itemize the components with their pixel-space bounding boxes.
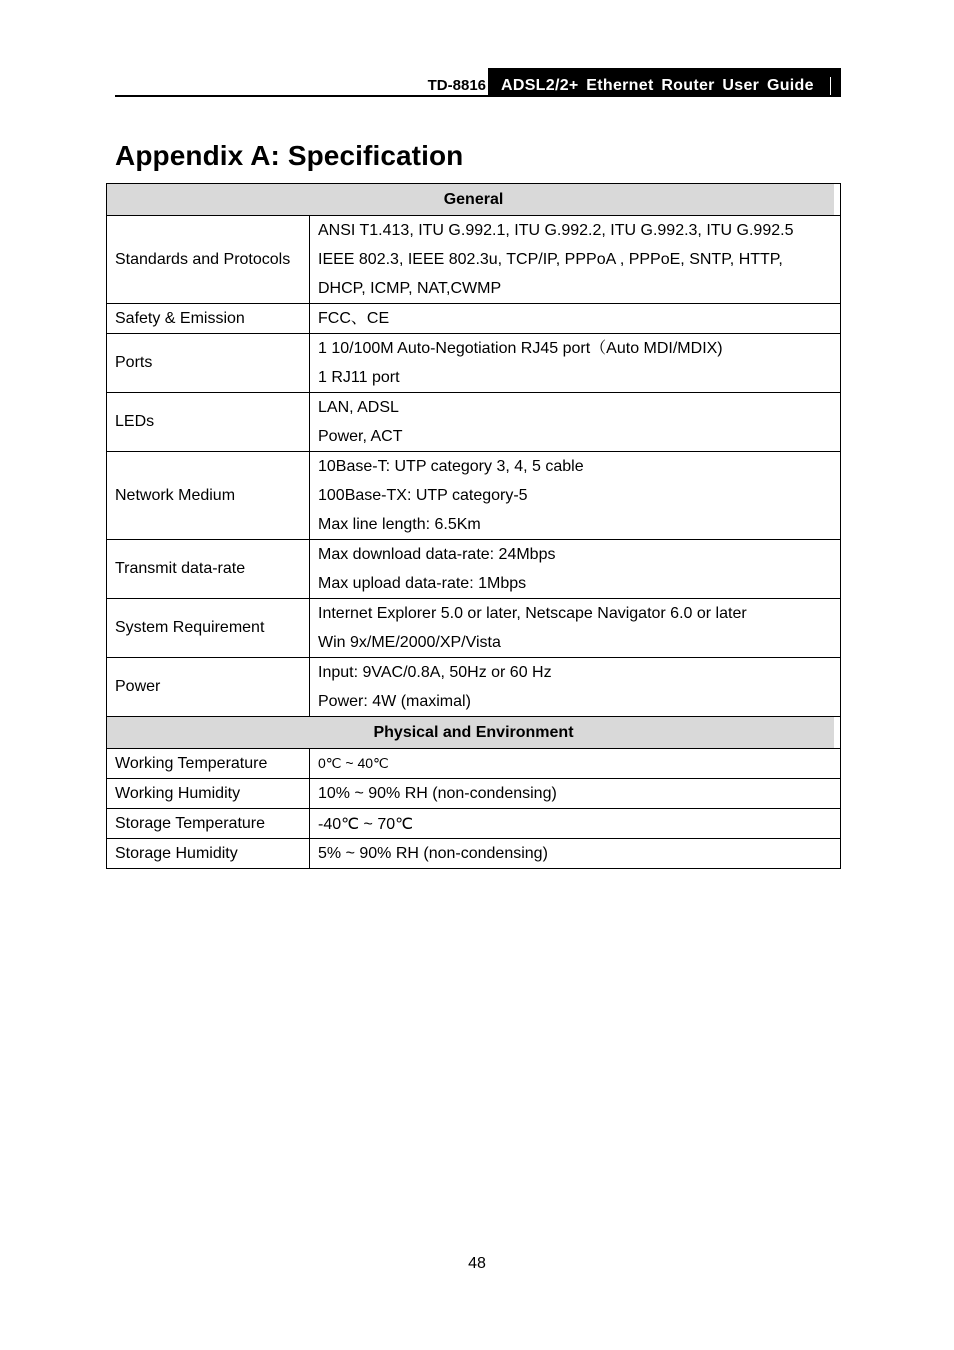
spec-value-line: Input: 9VAC/0.8A, 50Hz or 60 Hz bbox=[318, 664, 552, 681]
spec-label: Working Humidity bbox=[107, 779, 310, 809]
spec-value-line: 1 10/100M Auto-Negotiation RJ45 port（Auto MDI/MDIX) bbox=[318, 340, 723, 357]
table-row bbox=[107, 658, 841, 717]
running-header bbox=[115, 68, 841, 98]
spec-value-line: FCC、CE bbox=[318, 310, 390, 327]
spec-label: Ports bbox=[107, 334, 310, 393]
spec-value bbox=[310, 334, 841, 393]
spec-label: LEDs bbox=[107, 393, 310, 452]
spec-value bbox=[310, 393, 841, 452]
spec-label: Power bbox=[107, 658, 310, 717]
spec-value-line: 100Base-TX: UTP category-5 bbox=[318, 487, 528, 504]
specification-table bbox=[106, 183, 841, 869]
spec-value bbox=[310, 540, 841, 599]
table-row bbox=[107, 599, 841, 658]
spec-value-line: Power: 4W (maximal) bbox=[318, 693, 471, 710]
section-heading-physical: Physical and Environment bbox=[107, 717, 841, 749]
spec-label: System Requirement bbox=[107, 599, 310, 658]
header-model: TD-8816 bbox=[427, 77, 486, 94]
section-row-general bbox=[107, 184, 841, 216]
header-box-divider bbox=[830, 77, 831, 95]
table-row bbox=[107, 334, 841, 393]
spec-value-line: Max upload data-rate: 1Mbps bbox=[318, 575, 527, 592]
table-row bbox=[107, 452, 841, 540]
spec-label: Working Temperature bbox=[107, 749, 310, 779]
spec-value: 5% ~ 90% RH (non-condensing) bbox=[310, 839, 841, 869]
spec-value-line: 1 RJ11 port bbox=[318, 369, 400, 386]
spec-value-line: Win 9x/ME/2000/XP/Vista bbox=[318, 634, 501, 651]
table-row bbox=[107, 749, 841, 779]
spec-value-line: IEEE 802.3, IEEE 802.3u, TCP/IP, PPPoA , PPPoE, SNTP, HTTP, bbox=[318, 251, 783, 268]
table-row bbox=[107, 839, 841, 869]
table-row bbox=[107, 809, 841, 839]
table-row bbox=[107, 304, 841, 334]
spec-label: Storage Humidity bbox=[107, 839, 310, 869]
table-row bbox=[107, 216, 841, 304]
spec-value bbox=[310, 304, 841, 334]
spec-value: 10% ~ 90% RH (non-condensing) bbox=[310, 779, 841, 809]
spec-value bbox=[310, 452, 841, 540]
spec-value-line: Max download data-rate: 24Mbps bbox=[318, 546, 556, 563]
spec-label: Standards and Protocols bbox=[107, 216, 310, 304]
spec-value: -40℃ ~ 70℃ bbox=[310, 809, 841, 839]
header-guide-title: ADSL2/2+ Ethernet Router User Guide bbox=[501, 77, 814, 94]
spec-value-line: 10Base-T: UTP category 3, 4, 5 cable bbox=[318, 458, 584, 475]
spec-value-line: Max line length: 6.5Km bbox=[318, 516, 481, 533]
spec-value-line: LAN, ADSL bbox=[318, 399, 399, 416]
table-row bbox=[107, 393, 841, 452]
section-row-physical bbox=[107, 717, 841, 749]
spec-value: 0℃ ~ 40℃ bbox=[310, 749, 841, 779]
table-row bbox=[107, 540, 841, 599]
section-heading-general: General bbox=[107, 184, 841, 216]
page-number: 48 bbox=[468, 1255, 486, 1272]
spec-value-line: ANSI T1.413, ITU G.992.1, ITU G.992.2, ITU G.992.3, ITU G.992.5 bbox=[318, 222, 794, 239]
spec-value-line: Power, ACT bbox=[318, 428, 403, 445]
spec-label: Transmit data-rate bbox=[107, 540, 310, 599]
page-title: Appendix A: Specification bbox=[115, 140, 464, 171]
spec-value bbox=[310, 216, 841, 304]
header-guide-title-box bbox=[488, 68, 841, 97]
table-row bbox=[107, 779, 841, 809]
spec-value bbox=[310, 599, 841, 658]
spec-value-line: DHCP, ICMP, NAT,CWMP bbox=[318, 280, 502, 297]
spec-label: Network Medium bbox=[107, 452, 310, 540]
spec-label: Safety & Emission bbox=[107, 304, 310, 334]
spec-value-line: Internet Explorer 5.0 or later, Netscape Navigator 6.0 or later bbox=[318, 605, 747, 622]
spec-label: Storage Temperature bbox=[107, 809, 310, 839]
spec-value bbox=[310, 658, 841, 717]
